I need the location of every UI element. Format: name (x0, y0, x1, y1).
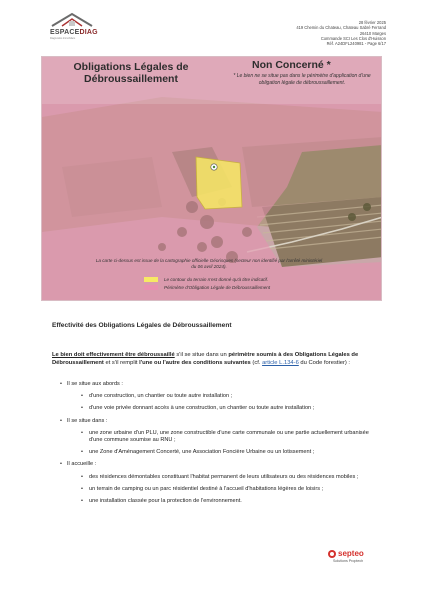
section-title: Effectivité des Obligations Légales de Débroussaillement (52, 322, 232, 329)
status-note: * Le bien ne se situe pas dans le périmètre d'application d'une obligation légale de débroussaillement. (233, 73, 371, 86)
header-ref: Réf. A24DFL240981 - Page 6/17 (326, 41, 386, 47)
legend-label-parcel: Le contour du terrain n'est donné qu'à titre indicatif. (164, 276, 269, 282)
header-address-1: 419 Chemin du Chateau, Chateau Sabré Ferrand (296, 25, 386, 31)
list-item: • des résidences démontables constituant l'habitat permanent de leurs utilisateurs ou des résidences mobiles ; (60, 474, 376, 481)
footer-brand: septeo (338, 549, 364, 558)
map-legend (144, 275, 270, 291)
status-label: Non Concerné * (252, 59, 331, 71)
document-header (296, 20, 386, 46)
header-commande: Commande SCI Les Clos d'Huisson (320, 35, 386, 41)
logo-tagline: Diagnostics Immobiliers (50, 37, 76, 40)
company-logo (50, 12, 112, 40)
intro-paragraph (52, 352, 378, 367)
legend-label-perimeter: Périmètre d'Obligation Légale de Débroussaillement (164, 284, 271, 290)
footer-logo (328, 549, 364, 563)
intro-part-5: l'une ou l'autre des conditions suivantes (139, 359, 251, 366)
condition-group-abords: • Il se situe aux abords : (60, 381, 376, 388)
header-address-2: 26410 Marges (359, 30, 386, 36)
location-pin-icon (211, 164, 217, 170)
header-date: 28 février 2025 (358, 20, 386, 25)
house-roof-icon (50, 12, 94, 28)
intro-part-3: périmètre soumis à des Obligations Légales de Débroussaillement (52, 352, 359, 366)
condition-group-dans: • Il se situe dans : (60, 418, 376, 425)
logo-name: ESPACE (50, 29, 80, 36)
legend-item-perimeter (144, 283, 270, 291)
intro-part-6: (cf. (250, 359, 263, 366)
condition-group-accueille: • Il accueille : (60, 461, 376, 468)
list-item: • une Zone d'Aménagement Concerté, une Association Foncière Urbaine ou un lotissement ; (60, 449, 376, 456)
article-link[interactable]: article L.134-6 (262, 359, 299, 366)
legend-swatch-yellow (144, 277, 158, 282)
list-item: • une zone urbaine d'un PLU, une zone constructible d'une carte communale ou une partie actuellement urbanisée d'une commune soumise au RNU ; (60, 430, 376, 444)
intro-part-4: et s'il remplit (103, 359, 140, 366)
legend-item-parcel (144, 275, 270, 283)
legend-swatch-pink (144, 285, 158, 290)
intro-part-2: s'il se situe dans un (174, 352, 229, 358)
list-item: • d'une construction, un chantier ou toute autre installation ; (60, 393, 376, 400)
list-item: • d'une voie privée donnant accès à une construction, un chantier ou toute autre installation ; (60, 405, 376, 412)
map-title: Obligations Légales de Débroussaillement (73, 61, 189, 85)
footer-tagline: Solutions Proptech (333, 559, 364, 563)
list-item: • une installation classée pour la protection de l'environnement. (60, 498, 376, 505)
list-item: • un terrain de camping ou un parc résidentiel destiné à l'accueil d'habitations légères de loisirs ; (60, 486, 376, 493)
intro-part-7: du Code forestier) : (298, 359, 351, 366)
old-map (41, 56, 382, 301)
conditions-list (60, 381, 376, 510)
intro-part-1: Le bien doit effectivement être débroussaillé (52, 352, 175, 358)
septeo-logo-icon (328, 550, 336, 558)
map-source-note: La carte ci-dessus est issue de la cartographie officielle Géorisques (secteur non identifié par l'arrêté ministériel du 06 avril 2024). (95, 258, 323, 269)
logo-accent: DIAG (79, 29, 98, 36)
